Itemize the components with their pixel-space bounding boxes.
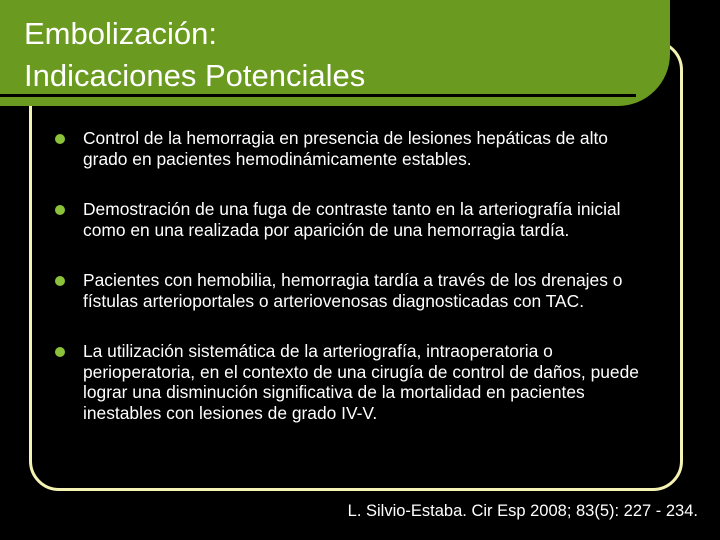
- slide-title: [24, 13, 365, 97]
- bullet-item: [52, 270, 652, 311]
- bullet-dot-icon: [55, 205, 65, 215]
- bullet-text: Control de la hemorragia en presencia de lesiones hepáticas de alto grado en pacientes hemodinámicamente estables.: [83, 128, 608, 169]
- title-underline: [0, 94, 636, 97]
- citation: L. Silvio-Estaba. Cir Esp 2008; 83(5): 227 - 234.: [347, 502, 698, 520]
- title-bar: [0, 0, 670, 106]
- bullet-dot-icon: [55, 134, 65, 144]
- bullet-item: [52, 199, 652, 240]
- bullet-text: Demostración de una fuga de contraste tanto en la arteriografía inicial como en una realizada por aparición de una hemorragia tardía.: [83, 199, 621, 240]
- bullet-list: [52, 128, 652, 423]
- bullet-dot-icon: [55, 276, 65, 286]
- bullet-text: Pacientes con hemobilia, hemorragia tardía a través de los drenajes o fístulas arterioportales o arteriovenosas diagnosticadas con TAC.: [83, 270, 623, 311]
- bullet-item: [52, 341, 652, 423]
- slide-title-line-1: Embolización:: [24, 16, 217, 51]
- bullet-dot-icon: [55, 347, 65, 357]
- bullet-text: La utilización sistemática de la arteriografía, intraoperatoria o perioperatoria, en el contexto de una cirugía de control de daños, puede lograr una disminución significativa de la mortalidad en pacientes inestables con lesiones de grado IV-V.: [83, 341, 639, 423]
- slide-title-line-2: Indicaciones Potenciales: [24, 58, 366, 93]
- title-bar-corner: [610, 0, 670, 50]
- bullet-item: [52, 128, 652, 169]
